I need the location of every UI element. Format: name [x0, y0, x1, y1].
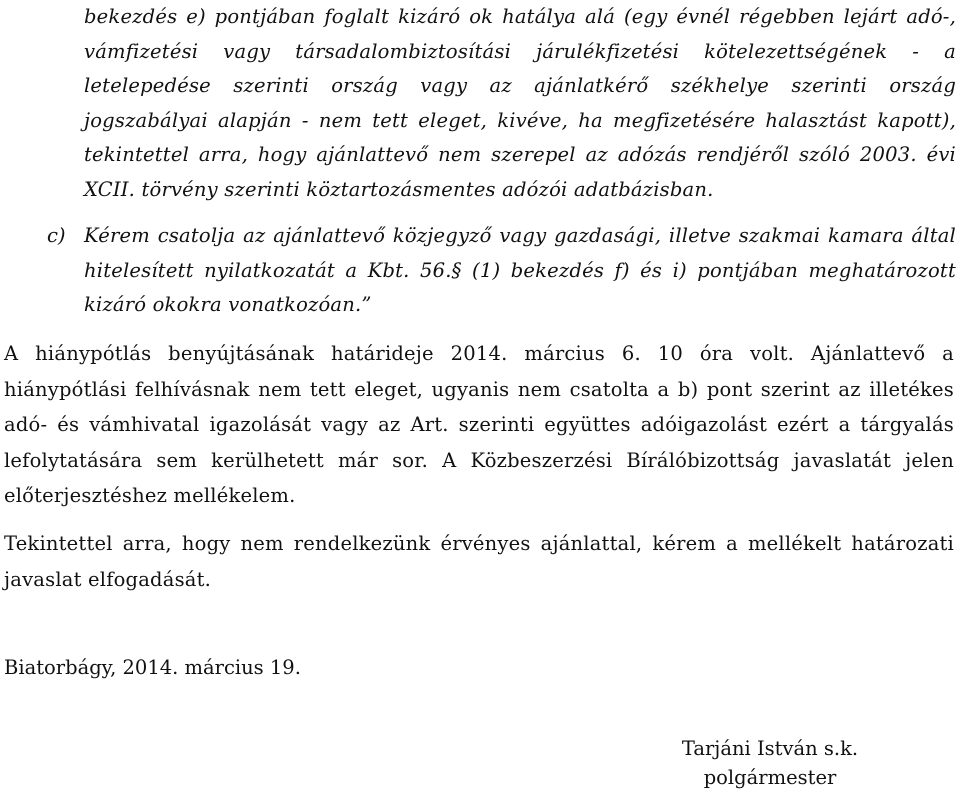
- place-and-date: Biatorbágy, 2014. március 19.: [4, 656, 301, 679]
- list-item-text: Kérem csatolja az ajánlattevő közjegyző vagy gazdasági, illetve szakmai kamara által hitelesített nyilatkozatát a Kbt. 56.§ (1) bekezdés f) és i) pontjában meghatározott kizáró okokra vonatkozóan.”: [84, 224, 956, 317]
- list-item-marker: c): [47, 224, 66, 247]
- signatory-title: polgármester: [703, 766, 837, 789]
- request-paragraph: Tekintettel arra, hogy nem rendelkezünk érvényes ajánlattal, kérem a mellékelt határozati javaslat elfogadását.: [4, 532, 954, 591]
- signature-block: [640, 734, 900, 792]
- deadline-paragraph: A hiánypótlás benyújtásának határideje 2014. március 6. 10 óra volt. Ajánlattevő a hiánypótlási felhívásnak nem tett eleget, ugyanis nem csatolta a b) pont szerint az illetékes adó- és vámhivatal igazolását vagy az Art. szerinti együttes adóigazolást ezért a tárgyalás lefolytatására sem kerülhetett már sor. A Közbeszerzési Bírálóbizottság javaslatát jelen előterjesztéshez mellékelem.: [4, 342, 954, 508]
- signatory-name: Tarjáni István s.k.: [681, 737, 859, 760]
- italic-quoted-paragraph: bekezdés e) pontjában foglalt kizáró ok hatálya alá (egy évnél régebben lejárt adó-, vámfizetési vagy társadalombiztosítási járulékfizetési kötelezettségének - a letelepedése szerinti ország vagy az ajánlatkérő székhelye szerinti ország jogszabályai alapján - nem tett eleget, kivéve, ha megfizetésére halasztást kapott), tekintettel arra, hogy ajánlattevő nem szerepel az adózás rendjéről szóló 2003. évi XCII. törvény szerinti köztartozásmentes adózói adatbázisban.: [84, 5, 956, 201]
